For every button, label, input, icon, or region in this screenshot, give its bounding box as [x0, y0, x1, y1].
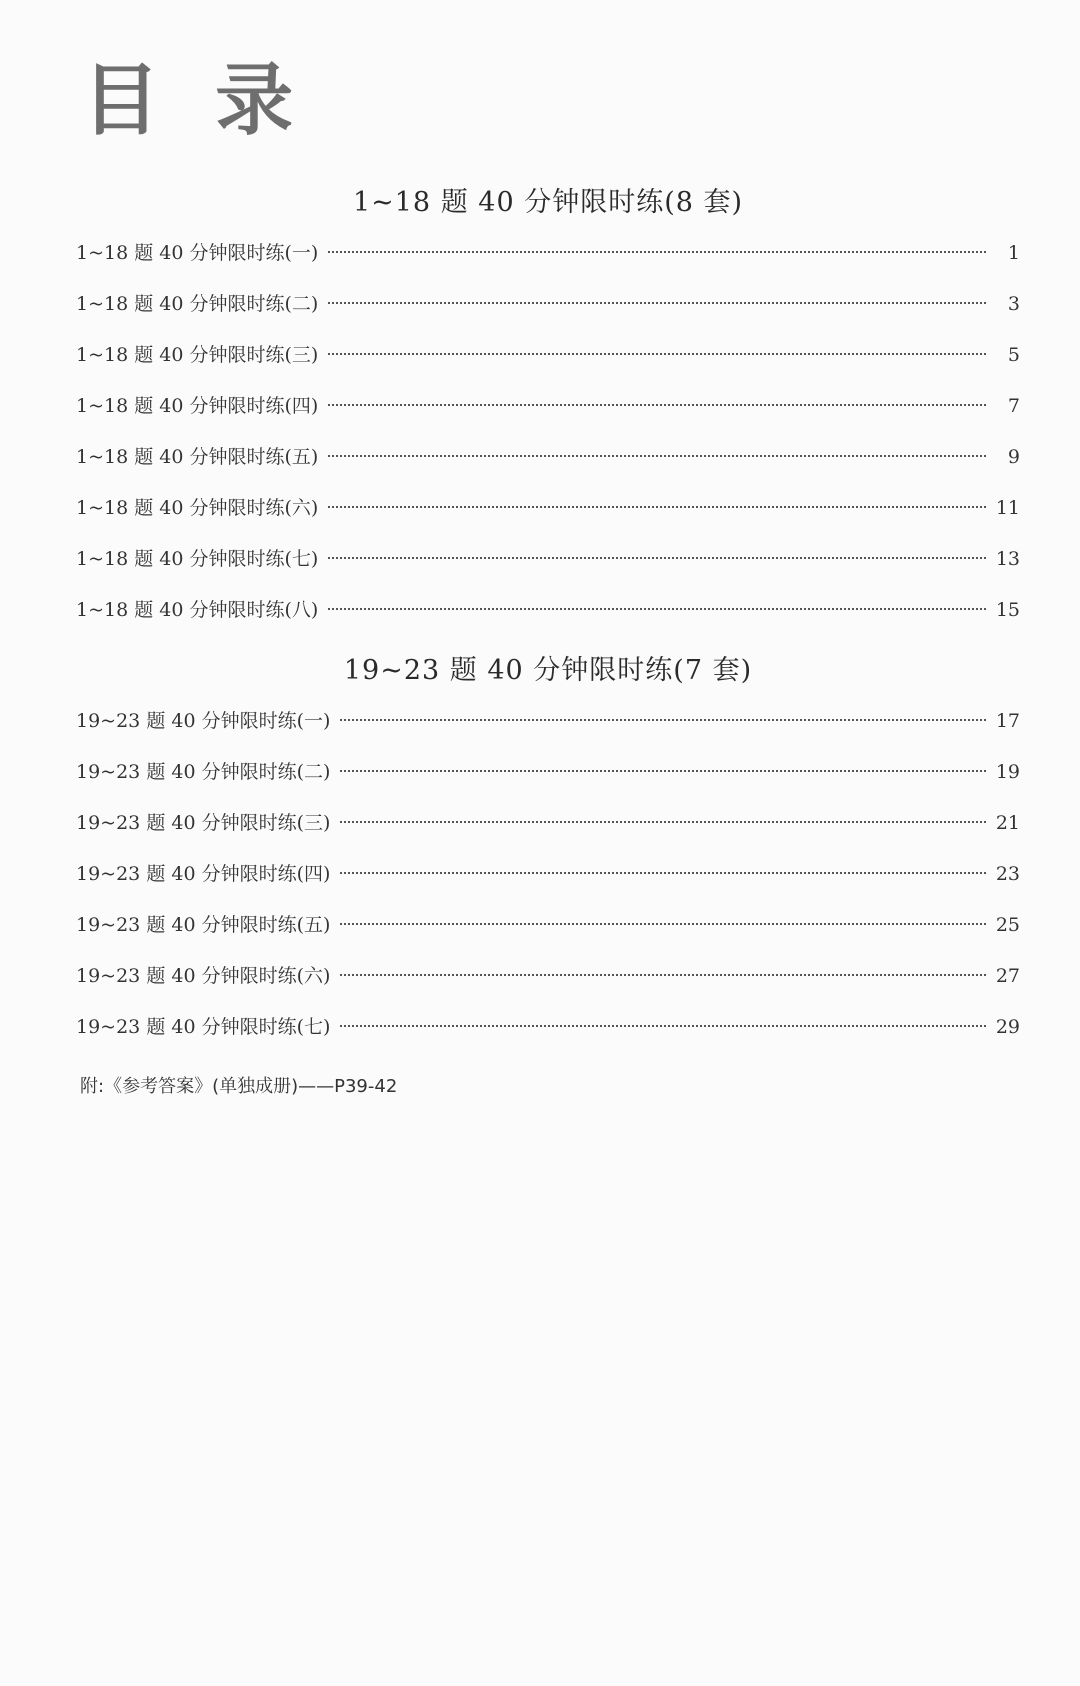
section-heading: 19~23 题 40 分钟限时练(7 套)	[343, 655, 753, 686]
dot-leader	[340, 1025, 985, 1027]
dot-leader	[340, 719, 985, 721]
toc-entry[interactable]	[76, 747, 1020, 798]
toc-entry[interactable]	[76, 696, 1020, 747]
toc-entry-page: 5	[1007, 344, 1020, 366]
page-title: 目 录	[82, 56, 308, 146]
toc-entry-label: 19~23 题 40 分钟限时练(五)	[76, 914, 331, 936]
toc-entry-page: 15	[995, 599, 1020, 621]
toc-entry-label: 1~18 题 40 分钟限时练(二)	[76, 293, 319, 315]
toc-entry-page: 29	[995, 1016, 1020, 1038]
toc-entry-label: 19~23 题 40 分钟限时练(二)	[76, 761, 331, 783]
toc-entry-page: 1	[1007, 242, 1020, 264]
toc-entry-page: 25	[995, 914, 1020, 936]
toc-list	[76, 696, 1020, 1053]
toc-entry-page: 11	[995, 497, 1020, 519]
toc-entry-label: 1~18 题 40 分钟限时练(八)	[76, 599, 319, 621]
dot-leader	[328, 455, 986, 457]
toc-entry[interactable]	[76, 585, 1020, 636]
toc-section-2	[76, 650, 1020, 1053]
toc-section-1	[76, 182, 1020, 636]
toc-entry-label: 19~23 题 40 分钟限时练(六)	[76, 965, 331, 987]
dot-leader	[328, 302, 986, 304]
dot-leader	[328, 608, 986, 610]
toc-entry[interactable]	[76, 330, 1020, 381]
dot-leader	[328, 404, 986, 406]
appendix-note: 附:《参考答案》(单独成册)——P39-42	[80, 1076, 398, 1097]
dot-leader	[328, 353, 986, 355]
toc-entry-label: 1~18 题 40 分钟限时练(三)	[76, 344, 319, 366]
toc-entry[interactable]	[76, 228, 1020, 279]
toc-entry[interactable]	[76, 798, 1020, 849]
toc-entry-page: 9	[1007, 446, 1020, 468]
toc-entry-label: 1~18 题 40 分钟限时练(六)	[76, 497, 319, 519]
toc-entry-page: 27	[995, 965, 1020, 987]
toc-entry[interactable]	[76, 432, 1020, 483]
toc-entry-label: 19~23 题 40 分钟限时练(一)	[76, 710, 331, 732]
dot-leader	[340, 821, 985, 823]
toc-list	[76, 228, 1020, 636]
dot-leader	[340, 872, 985, 874]
toc-entry-page: 23	[995, 863, 1020, 885]
toc-entry-label: 1~18 题 40 分钟限时练(一)	[76, 242, 319, 264]
toc-entry[interactable]	[76, 951, 1020, 1002]
toc-entry-label: 19~23 题 40 分钟限时练(七)	[76, 1016, 331, 1038]
toc-entry-label: 19~23 题 40 分钟限时练(三)	[76, 812, 331, 834]
dot-leader	[328, 251, 986, 253]
toc-entry-page: 19	[995, 761, 1020, 783]
toc-entry-label: 1~18 题 40 分钟限时练(五)	[76, 446, 319, 468]
toc-entry-label: 19~23 题 40 分钟限时练(四)	[76, 863, 331, 885]
toc-entry-page: 13	[995, 548, 1020, 570]
section-heading: 1~18 题 40 分钟限时练(8 套)	[352, 187, 744, 218]
dot-leader	[340, 923, 985, 925]
toc-entry-page: 3	[1007, 293, 1020, 315]
toc-entry-label: 1~18 题 40 分钟限时练(七)	[76, 548, 319, 570]
toc-entry[interactable]	[76, 483, 1020, 534]
toc-entry[interactable]	[76, 534, 1020, 585]
dot-leader	[340, 974, 985, 976]
toc-entry[interactable]	[76, 1002, 1020, 1053]
toc-entry-page: 17	[995, 710, 1020, 732]
toc-entry-page: 21	[995, 812, 1020, 834]
toc-entry[interactable]	[76, 279, 1020, 330]
toc-entry-label: 1~18 题 40 分钟限时练(四)	[76, 395, 319, 417]
dot-leader	[328, 506, 986, 508]
toc-entry[interactable]	[76, 900, 1020, 951]
dot-leader	[328, 557, 986, 559]
dot-leader	[340, 770, 985, 772]
toc-entry[interactable]	[76, 381, 1020, 432]
toc-entry-page: 7	[1007, 395, 1020, 417]
toc-entry[interactable]	[76, 849, 1020, 900]
